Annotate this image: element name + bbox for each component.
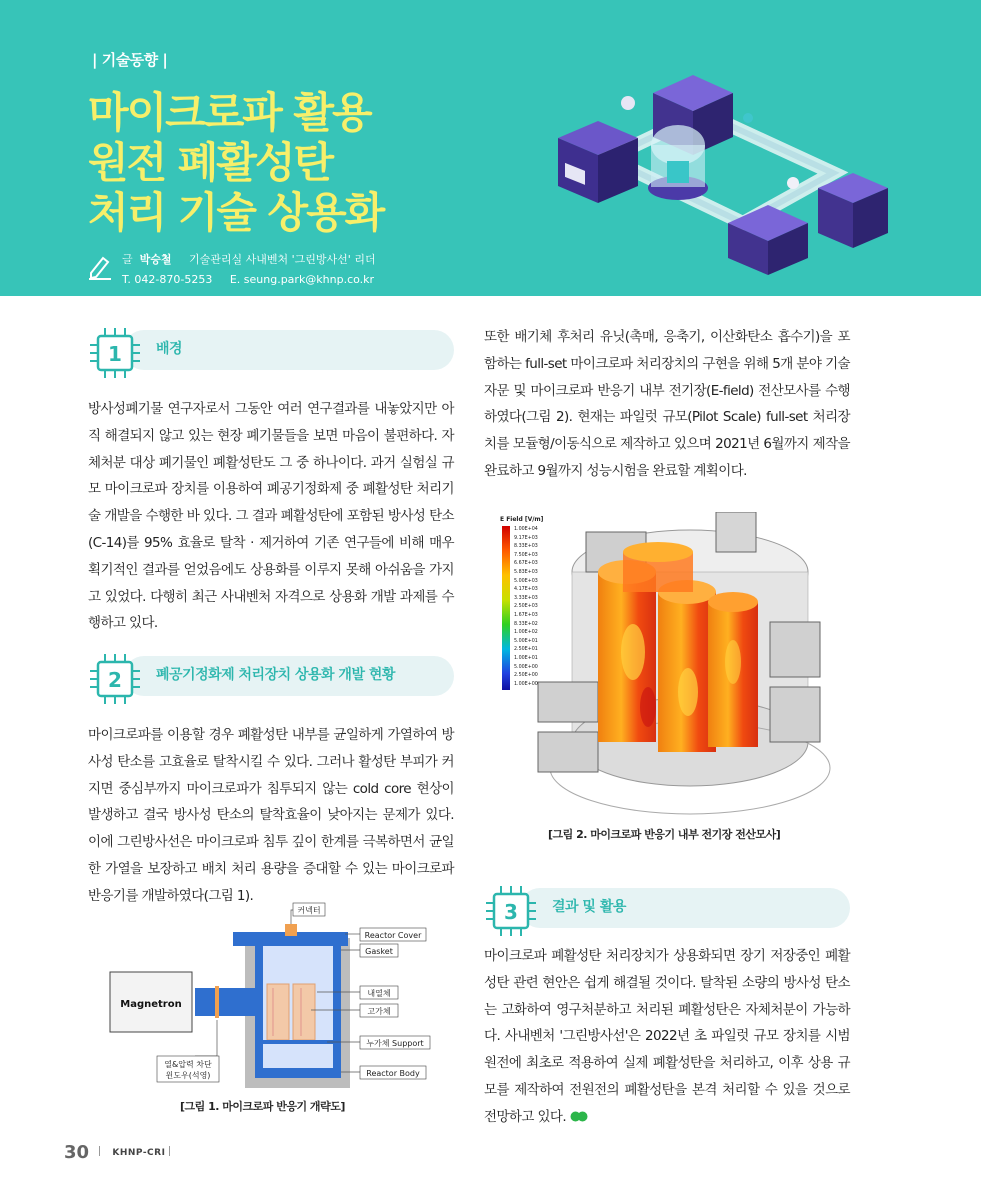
isometric-lab-illustration bbox=[553, 63, 898, 278]
efield-legend-value: 5.83E+03 bbox=[514, 569, 538, 575]
figure-1-caption: [그림 1. 마이크로파 반응기 개략도] bbox=[180, 1100, 345, 1113]
efield-legend-value: 5.00E+03 bbox=[514, 578, 538, 584]
fig1-label-reactor-cover: Reactor Cover bbox=[364, 931, 422, 940]
section-2-number: 2 bbox=[108, 668, 122, 692]
section-1-body: 방사성폐기물 연구자로서 그동안 여러 연구결과를 내놓았지만 아직 해결되지 않고 있는 현장 폐기물들을 보면 마음이 불편하다. 자체처분 대상 폐기물인 폐활성탄도 그 중 하나이다. 과거 실험실 규모 마이크로파 장치를 이용하여 폐공기정화제 중 폐활성탄 처리기술 개발을 수행한 바 있다. 그 결과 폐활성탄에 포함된 방사성 탄소(C-14)를 95% 효율로 탈착 · 제거하여 기존 연구들에 비해 매우 획기적인 결과를 얻었음에도 상용화를 이루지 못해 아쉬움을 가지고 있었다. 다행히 최근 사내벤처 자격으로 상용화 개발 과제를 수행하고 있다. bbox=[88, 401, 454, 632]
section-3-body bbox=[484, 943, 850, 1123]
section-3-number: 3 bbox=[504, 900, 518, 924]
author-name: 박승철 bbox=[139, 253, 172, 266]
magnetron-label: Magnetron bbox=[120, 999, 182, 1010]
right-intro-paragraph: 또한 배기체 후처리 유닛(촉매, 응축기, 이산화탄소 흡수기)을 포함하는 full-set 마이크로파 처리장치의 구현을 위해 5개 분야 기술자문 및 마이크로파 반응기 내부 전기장(E-field) 전산모사를 수행하였다(그림 2). 현재는 파일럿 규모(Pilot Scale) full-set 처리장치를 모듈형/이동식으로 제작하고 있으며 2021년 6월까지 제작을 완료하고 9월까지 성능시험을 완료할 계획이다. bbox=[484, 329, 850, 479]
efield-legend-value: 9.17E+03 bbox=[514, 535, 538, 541]
title-line-3: 처리 기술 상용화 bbox=[88, 188, 384, 237]
efield-legend-value: 1.00E+04 bbox=[514, 527, 538, 532]
header-banner bbox=[0, 0, 981, 296]
fig1-label-gasket: Gasket bbox=[365, 947, 393, 956]
fig1-label-top: 커넥터 bbox=[297, 906, 321, 915]
section-3-paragraph: 마이크로파 폐활성탄 처리장치가 상용화되면 장기 저장중인 폐활성탄 관련 현안은 쉽게 해결될 것이다. 탈착된 소량의 방사성 탄소는 고화하여 영구처분하고 처리된 폐활성탄은 자체처분이 가능하다. 사내벤처 '그린방사선'은 2022년 초 파일럿 규모 장치를 시범 원전에 최초로 적용하여 실제 폐활성탄을 처리하고, 이후 상용 규모를 제작하여 전원전의 폐활성탄을 본격 처리할 수 있을 것으로 전망하고 있다. bbox=[484, 948, 850, 1125]
author-phone: T. 042-870-5253 bbox=[122, 273, 213, 286]
chip-icon bbox=[88, 652, 142, 706]
figure-1-reactor-diagram bbox=[105, 902, 435, 1092]
efield-legend-title: E Field [V/m] bbox=[500, 516, 544, 523]
fig1-label-window-2: 윈도우(석영) bbox=[165, 1071, 211, 1080]
efield-legend-value: 7.50E+03 bbox=[514, 552, 538, 558]
fig1-label-inner: 내열체 bbox=[367, 989, 391, 998]
figure-2-caption: [그림 2. 마이크로파 반응기 내부 전기장 전산모사] bbox=[548, 828, 781, 841]
efield-legend-value: 5.00E+00 bbox=[514, 664, 538, 670]
section-2-heading bbox=[88, 652, 454, 692]
efield-legend-value: 1.67E+03 bbox=[514, 612, 538, 618]
figure-2-simulation bbox=[498, 512, 838, 817]
efield-legend-value: 8.33E+03 bbox=[514, 544, 538, 550]
end-mark-icon bbox=[570, 1111, 588, 1122]
efield-legend-value: 2.50E+01 bbox=[514, 647, 538, 653]
author-role: 기술관리실 사내벤처 '그린방사선' 리더 bbox=[189, 253, 376, 266]
fig1-label-reactor-body: Reactor Body bbox=[366, 1069, 420, 1078]
author-email: E. seung.park@khnp.co.kr bbox=[229, 273, 375, 286]
efield-legend-value: 1.00E+01 bbox=[514, 655, 538, 661]
section-3-heading bbox=[484, 884, 850, 924]
section-1-heading bbox=[88, 326, 454, 366]
fig1-label-support: 누가체 Support bbox=[366, 1039, 424, 1048]
section-2-body: 마이크로파를 이용할 경우 폐활성탄 내부를 균일하게 가열하여 방사성 탄소를 고효율로 탈착시킬 수 있다. 그러나 활성탄 부피가 커지면 중심부까지 마이크로파가 침투되지 않는 cold core 현상이 발생하고 결국 방사성 탄소의 탈착효율이 낮아지는 문제가 있다. 이에 그린방사선은 마이크로파 침투 깊이 한계를 극복하면서 균일한 가열을 보장하고 배치 처리 용량을 증대할 수 있는 마이크로파 반응기를 개발하였다(그림 1). bbox=[88, 727, 454, 904]
efield-legend-value: 1.00E+02 bbox=[514, 630, 538, 636]
pen-icon bbox=[88, 254, 112, 280]
section-2-title: 폐공기정화제 처리장치 상용화 개발 현황 bbox=[156, 667, 395, 683]
title-line-1: 마이크로파 활용 bbox=[88, 88, 371, 137]
efield-legend-value: 6.67E+03 bbox=[514, 561, 538, 567]
category-label: | 기술동향 | bbox=[92, 51, 168, 69]
efield-legend-value: 2.50E+03 bbox=[514, 604, 538, 610]
efield-legend-value: 8.33E+02 bbox=[514, 621, 538, 627]
efield-legend-value: 1.00E+00 bbox=[514, 681, 538, 687]
footer-brand: KHNP-CRI bbox=[112, 1148, 166, 1158]
fig1-label-window-1: 열&압력 차단 bbox=[164, 1060, 212, 1069]
efield-legend-value: 2.50E+00 bbox=[514, 673, 538, 679]
efield-legend-value: 3.33E+03 bbox=[514, 595, 538, 601]
efield-legend-value: 5.00E+01 bbox=[514, 638, 538, 644]
section-3-title: 결과 및 활용 bbox=[552, 899, 626, 915]
page-footer bbox=[64, 1142, 174, 1163]
fig1-label-heater: 고가체 bbox=[367, 1007, 391, 1016]
title-line-2: 원전 폐활성탄 bbox=[88, 138, 333, 187]
page-number: 30 bbox=[64, 1142, 90, 1163]
article-title bbox=[88, 88, 383, 238]
efield-legend-value: 4.17E+03 bbox=[514, 587, 538, 593]
chip-icon bbox=[88, 326, 142, 380]
section-1-title: 배경 bbox=[156, 341, 183, 357]
chip-icon bbox=[484, 884, 538, 938]
section-1-number: 1 bbox=[108, 342, 122, 366]
efield-legend-values bbox=[514, 526, 554, 689]
author-prefix: 글 bbox=[122, 253, 133, 266]
